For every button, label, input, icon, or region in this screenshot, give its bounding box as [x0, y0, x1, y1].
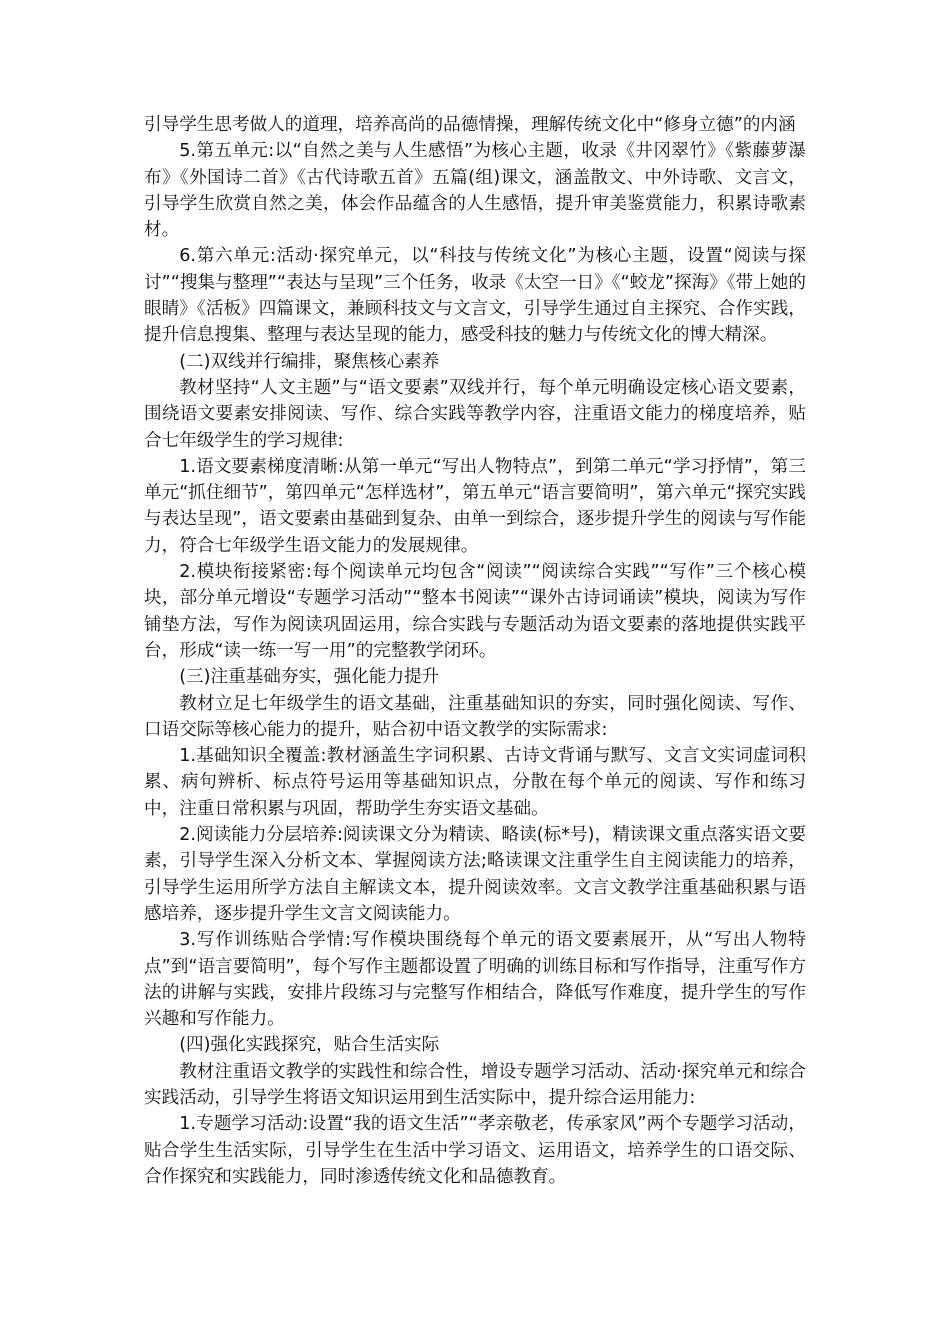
paragraph-topic-activity: 1.专题学习活动:设置“我的语文生活”“孝亲敬老，传承家风”两个专题学习活动，贴合学生生活实际，引导学生在生活中学习语文、运用语文，培养学生的口语交际、合作探究和实践能力，同时渗透传统文化和品德教育。 — [144, 1114, 806, 1187]
paragraph-foundation-intro: 教材立足七年级学生的语文基础，注重基础知识的夯实，同时强化阅读、写作、口语交际等核心能力的提升，贴合初中语文教学的实际需求: — [144, 693, 806, 740]
section-heading-dual-track: (二)双线并行编排，聚焦核心素养 — [179, 351, 440, 372]
paragraph-reading-ability: 2.阅读能力分层培养:阅读课文分为精读、略读(标*号)，精读课文重点落实语文要素，引导学生深入分析文本、掌握阅读方法;略读课文注重学生自主阅读能力的培养，引导学生运用所学方法自主解读文本，提升阅读效率。文言文教学注重基础积累与语感培养，逐步提升学生文言文阅读能力。 — [144, 825, 806, 924]
paragraph-basic-knowledge: 1.基础知识全覆盖:教材涵盖生字词积累、古诗文背诵与默写、文言文实词虚词积累、病句辨析、标点符号运用等基础知识点，分散在每个单元的阅读、写作和练习中，注重日常积累与巩固，帮助学生夯实语文基础。 — [144, 746, 806, 819]
paragraph-unit-six: 6.第六单元:活动·探究单元，以“科技与传统文化”为核心主题，设置“阅读与探讨”“搜集与整理”“表达与呈现”三个任务，收录《太空一日》《“蛟龙”探海》《带上她的眼睛》《活板》四篇课文，兼顾科技文与文言文，引导学生通过自主探究、合作实践，提升信息搜集、整理与表达呈现的能力，感受科技的魅力与传统文化的博大精深。 — [144, 246, 806, 346]
paragraph-unit-five: 5.第五单元:以“自然之美与人生感悟”为核心主题，收录《井冈翠竹》《紫藤萝瀑布》《外国诗二首》《古代诗歌五首》五篇(组)课文，涵盖散文、中外诗歌、文言文，引导学生欣赏自然之美，体会作品蕴含的人生感悟，提升审美鉴赏能力，积累诗歌素材。 — [144, 141, 806, 241]
paragraph-practice-intro: 教材注重语文教学的实践性和综合性，增设专题学习活动、活动·探究单元和综合实践活动，引导学生将语文知识运用到生活实际中，提升综合运用能力: — [144, 1061, 806, 1108]
paragraph-dual-track-intro: 教材坚持“人文主题”与“语文要素”双线并行，每个单元明确设定核心语文要素，围绕语文要素安排阅读、写作、综合实践等教学内容，注重语文能力的梯度培养，贴合七年级学生的学习规律: — [144, 377, 806, 451]
paragraph-module-connection: 2.模块衔接紧密:每个阅读单元均包含“阅读”“阅读综合实践”“写作”三个核心模块，部分单元增设“专题学习活动”“整本书阅读”“课外古诗词诵读”模块，阅读为写作铺垫方法，写作为阅读巩固运用，综合实践与专题活动为语文要素的落地提供实践平台，形成“读一练一写一用”的完整教学闭环。 — [144, 562, 806, 661]
section-heading-foundation: (三)注重基础夯实，强化能力提升 — [179, 667, 440, 688]
section-heading-practice: (四)强化实践探究，贴合生活实际 — [179, 1035, 440, 1056]
paragraph-continuation: 引导学生思考做人的道理，培养高尚的品德情操，理解传统文化中“修身立德”的内涵 — [144, 115, 796, 135]
paragraph-element-gradient: 1.语文要素梯度清晰:从第一单元“写出人物特点”，到第二单元“学习抒情”，第三单元“抓住细节”，第四单元“怎样选材”，第五单元“语言要简明”，第六单元“探究实践与表达呈现”，语文要素由基础到复杂、由单一到综合，逐步提升学生的阅读与写作能力，符合七年级学生语文能力的发展规律。 — [144, 456, 806, 556]
document-body — [144, 112, 806, 1190]
paragraph-writing-training: 3.写作训练贴合学情:写作模块围绕每个单元的语文要素展开，从“写出人物特点”到“语言要简明”，每个写作主题都设置了明确的训练目标和写作指导，注重写作方法的讲解与实践，安排片段练习与完整写作相结合，降低写作难度，提升学生的写作兴趣和写作能力。 — [144, 930, 806, 1030]
